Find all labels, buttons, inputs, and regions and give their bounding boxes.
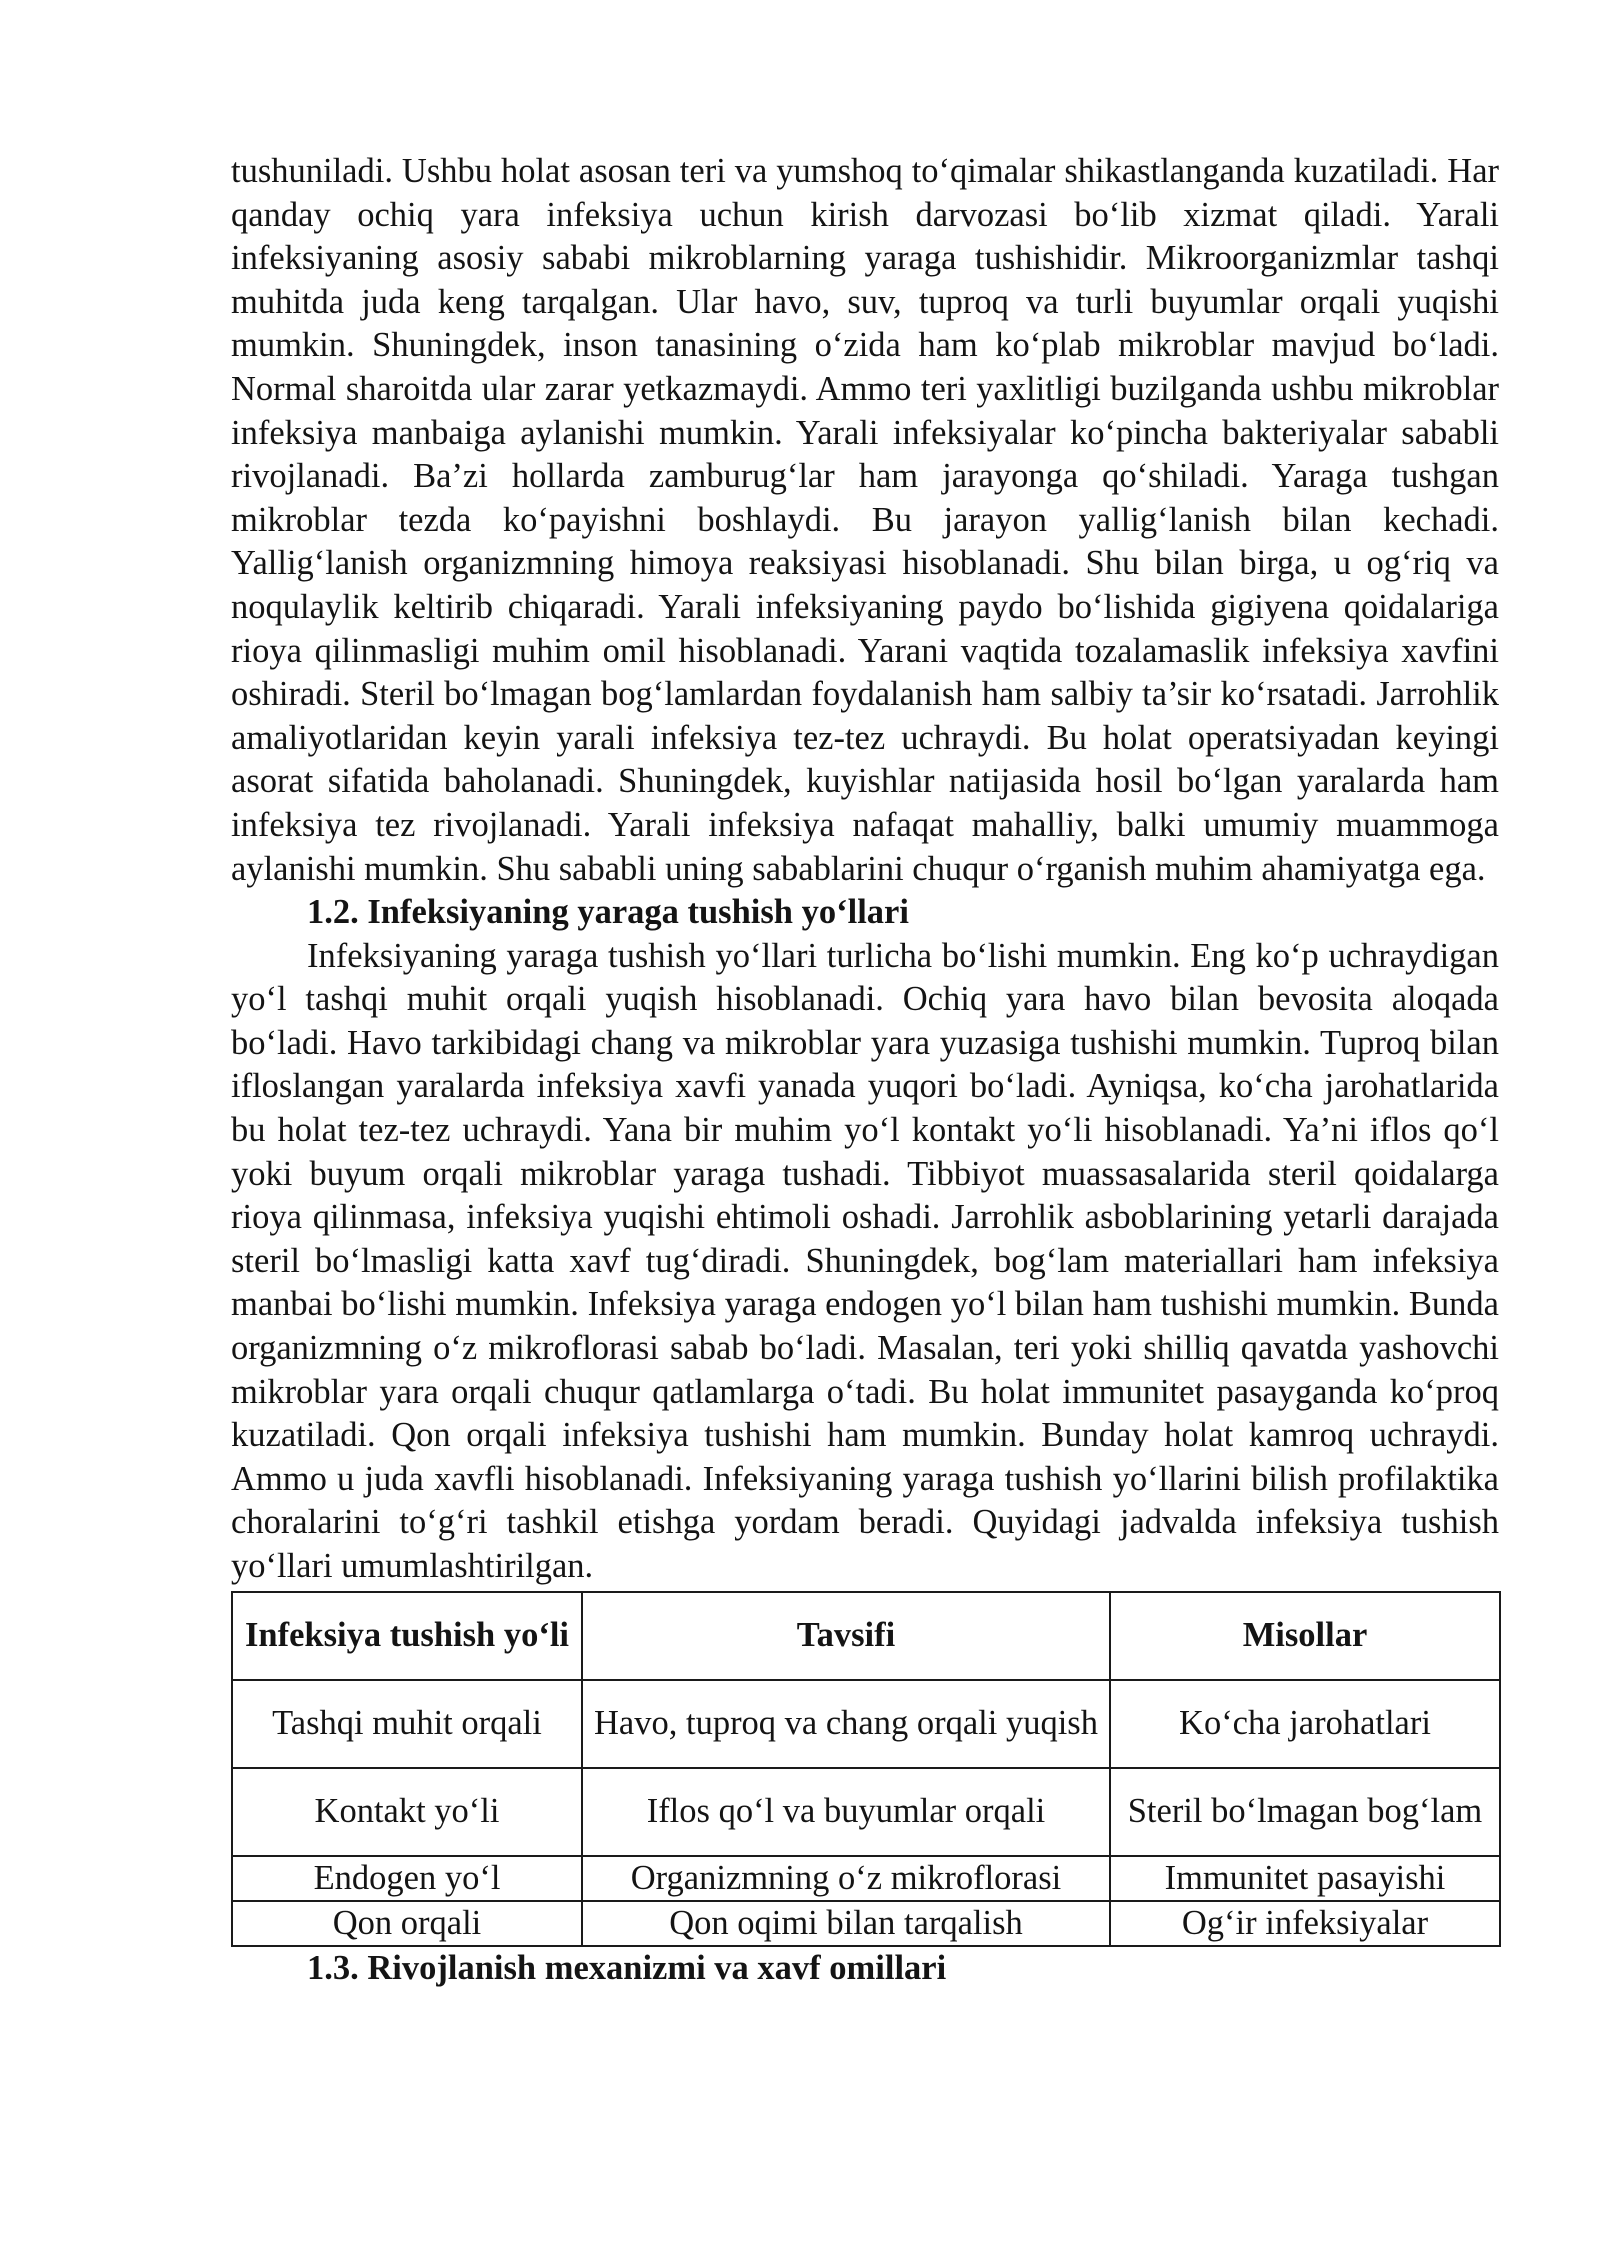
table-cell: Steril bo‘lmagan bog‘lam bbox=[1110, 1768, 1500, 1856]
document-page bbox=[231, 150, 1499, 1990]
section-heading-1-2: 1.2. Infeksiyaning yaraga tushish yo‘llari bbox=[307, 893, 909, 932]
table-header-examples: Misollar bbox=[1110, 1592, 1500, 1680]
table-cell: Havo, tuproq va chang orqali yuqish bbox=[582, 1680, 1110, 1768]
infection-ways-table bbox=[231, 1591, 1501, 1947]
section-heading-1-3: 1.3. Rivojlanish mexanizmi va xavf omillari bbox=[307, 1948, 947, 1987]
table-row bbox=[232, 1680, 1500, 1768]
intro-paragraph: tushuniladi. Ushbu holat asosan teri va yumshoq to‘qimalar shikastlanganda kuzatiladi. Har qanday ochiq yara infeksiya uchun kirish darvozasi bo‘lib xizmat qiladi. Yarali infeksiyaning asosiy sababi mikroblarning yaraga tushishidir. Mikroorganizmlar tashqi muhitda juda keng tarqalgan. Ular havo, suv, tuproq va turli buyumlar orqali yuqishi mumkin. Shuningdek, inson tanasining o‘zida ham ko‘plab mikroblar mavjud bo‘ladi. Normal sharoitda ular zarar yetkazmaydi. Ammo teri yaxlitligi buzilganda ushbu mikroblar infeksiya manbaiga aylanishi mumkin. Yarali infeksiyalar ko‘pincha bakteriyalar sababli rivojlanadi. Ba’zi hollarda zamburug‘lar ham jarayonga qo‘shiladi. Yaraga tushgan mikroblar tezda ko‘payishni boshlaydi. Bu jarayon yallig‘lanish bilan kechadi. Yallig‘lanish organizmning himoya reaksiyasi hisoblanadi. Shu bilan birga, u og‘riq va noqulaylik keltirib chiqaradi. Yarali infeksiyaning paydo bo‘lishida gigiyena qoidalariga rioya qilinmasligi muhim omil hisoblanadi. Yarani vaqtida tozalamaslik infeksiya xavfini oshiradi. Steril bo‘lmagan bog‘lamlardan foydalanish ham salbiy ta’sir ko‘rsatadi. Jarrohlik amaliyotlaridan keyin yarali infeksiya tez-tez uchraydi. Bu holat operatsiyadan keyingi asorat sifatida baholanadi. Shuningdek, kuyishlar natijasida hosil bo‘lgan yaralarda ham infeksiya tez rivojlanadi. Yarali infeksiya nafaqat mahalliy, balki umumiy muammoga aylanishi mumkin. Shu sababli uning sabablarini chuqur o‘rganish muhim ahamiyatga ega. bbox=[231, 152, 1499, 888]
table-cell: Qon orqali bbox=[232, 1901, 582, 1946]
table-cell: Organizmning o‘z mikroflorasi bbox=[582, 1856, 1110, 1901]
table-row bbox=[232, 1901, 1500, 1946]
table-cell: Tashqi muhit orqali bbox=[232, 1680, 582, 1768]
table-cell: Kontakt yo‘li bbox=[232, 1768, 582, 1856]
table-row bbox=[232, 1768, 1500, 1856]
table-cell: Endogen yo‘l bbox=[232, 1856, 582, 1901]
table-row bbox=[232, 1856, 1500, 1901]
table-header-way: Infeksiya tushish yo‘li bbox=[232, 1592, 582, 1680]
table-cell: Qon oqimi bilan tarqalish bbox=[582, 1901, 1110, 1946]
table-cell: Immunitet pasayishi bbox=[1110, 1856, 1500, 1901]
table-cell: Ko‘cha jarohatlari bbox=[1110, 1680, 1500, 1768]
section-1-2-paragraph: Infeksiyaning yaraga tushish yo‘llari turlicha bo‘lishi mumkin. Eng ko‘p uchraydigan yo‘l tashqi muhit orqali yuqish hisoblanadi. Ochiq yara havo bilan bevosita aloqada bo‘ladi. Havo tarkibidagi chang va mikroblar yara yuzasiga tushishi mumkin. Tuproq bilan ifloslangan yaralarda infeksiya xavfi yanada yuqori bo‘ladi. Ayniqsa, ko‘cha jarohatlarida bu holat tez-tez uchraydi. Yana bir muhim yo‘l kontakt yo‘li hisoblanadi. Ya’ni iflos qo‘l yoki buyum orqali mikroblar yaraga tushadi. Tibbiyot muassasalarida steril qoidalarga rioya qilinmasa, infeksiya yuqishi ehtimoli oshadi. Jarrohlik asboblarining yetarli darajada steril bo‘lmasligi katta xavf tug‘diradi. Shuningdek, bog‘lam materiallari ham infeksiya manbai bo‘lishi mumkin. Infeksiya yaraga endogen yo‘l bilan ham tushishi mumkin. Bunda organizmning o‘z mikroflorasi sabab bo‘ladi. Masalan, teri yoki shilliq qavatda yashovchi mikroblar yara orqali chuqur qatlamlarga o‘tadi. Bu holat immunitet pasayganda ko‘proq kuzatiladi. Qon orqali infeksiya tushishi ham mumkin. Bunday holat kamroq uchraydi. Ammo u juda xavfli hisoblanadi. Infeksiyaning yaraga tushish yo‘llarini bilish profilaktika choralarini to‘g‘ri tashkil etishga yordam beradi. Quyidagi jadvalda infeksiya tushish yo‘llari umumlashtirilgan. bbox=[231, 936, 1499, 1585]
table-header-description: Tavsifi bbox=[582, 1592, 1110, 1680]
table-cell: Og‘ir infeksiyalar bbox=[1110, 1901, 1500, 1946]
table-cell: Iflos qo‘l va buyumlar orqali bbox=[582, 1768, 1110, 1856]
table-header-row bbox=[232, 1592, 1500, 1680]
